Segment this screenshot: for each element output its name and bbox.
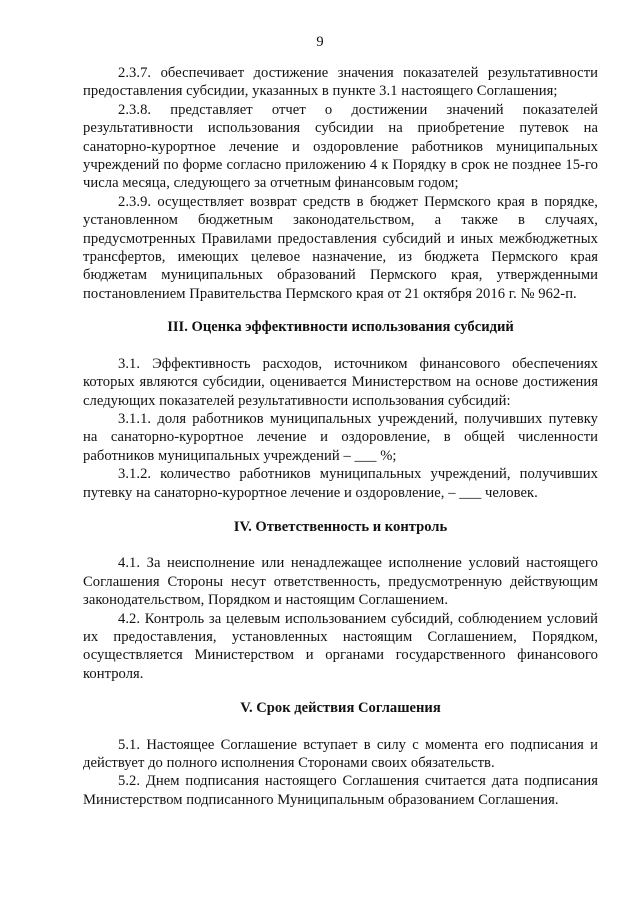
page-number: 9 — [316, 34, 324, 50]
paragraph-3-1-2: 3.1.2. количество работников муниципальных учреждений, получивших путевку на санаторно-курортное лечение и оздоровление, – ___ человек. — [83, 466, 598, 501]
paragraph-4-2: 4.2. Контроль за целевым использованием субсидий, соблюдением условий их предоставления, установленных настоящим Соглашением, Порядком, осуществляется Министерством и органами государственного финансового контроля. — [83, 610, 598, 682]
paragraph-2-3-9: 2.3.9. осуществляет возврат средств в бюджет Пермского края в порядке, установленном бюджетным законодательством, а также в случаях, предусмотренных Правилами предоставления субсидий и иных межбюджетных трансфертов, имеющих целевое назначение, из бюджета Пермского края бюджетам муниципальных образований Пермского края, утвержденными постановлением Правительства Пермского края от 21 октября 2016 г. № 962-п. — [83, 193, 598, 302]
section-4-heading: IV. Ответственность и контроль — [233, 518, 448, 535]
paragraph-4-1: 4.1. За неисполнение или ненадлежащее исполнение условий настоящего Соглашения Стороны несут ответственность, предусмотренную действующим законодательством, Порядком и настоящим Соглашением. — [83, 555, 598, 609]
paragraph-2-3-7: 2.3.7. обеспечивает достижение значения показателей результативности предоставления субсидии, указанных в пункте 3.1 настоящего Соглашения; — [83, 65, 598, 100]
document-body — [83, 64, 598, 809]
paragraph-3-1: 3.1. Эффективность расходов, источником финансового обеспечениях которых являются субсидии, оценивается Министерством на основе достижения следующих показателей результативности использования субсидий: — [83, 355, 598, 409]
section-5-heading: V. Срок действия Соглашения — [240, 700, 441, 717]
section-3-heading: III. Оценка эффективности использования субсидий — [167, 319, 514, 336]
paragraph-5-1: 5.1. Настоящее Соглашение вступает в силу с момента его подписания и действует до полного исполнения Сторонами своих обязательств. — [83, 736, 598, 771]
paragraph-2-3-8: 2.3.8. представляет отчет о достижении значений показателей результативности использования субсидии на приобретение путевок на санаторно-курортное лечение и оздоровление работников муниципальных учреждений по форме согласно приложению 4 к Порядку в срок не позднее 15-го числа месяца, следующего за отчетным финансовым годом; — [83, 101, 598, 192]
paragraph-3-1-1: 3.1.1. доля работников муниципальных учреждений, получивших путевку на санаторно-курортное лечение и оздоровление, в общей численности работников муниципальных учреждений – ___ %; — [83, 410, 598, 464]
paragraph-5-2: 5.2. Днем подписания настоящего Соглашения считается дата подписания Министерством подписанного Муниципальным образованием Соглашения. — [83, 773, 598, 808]
